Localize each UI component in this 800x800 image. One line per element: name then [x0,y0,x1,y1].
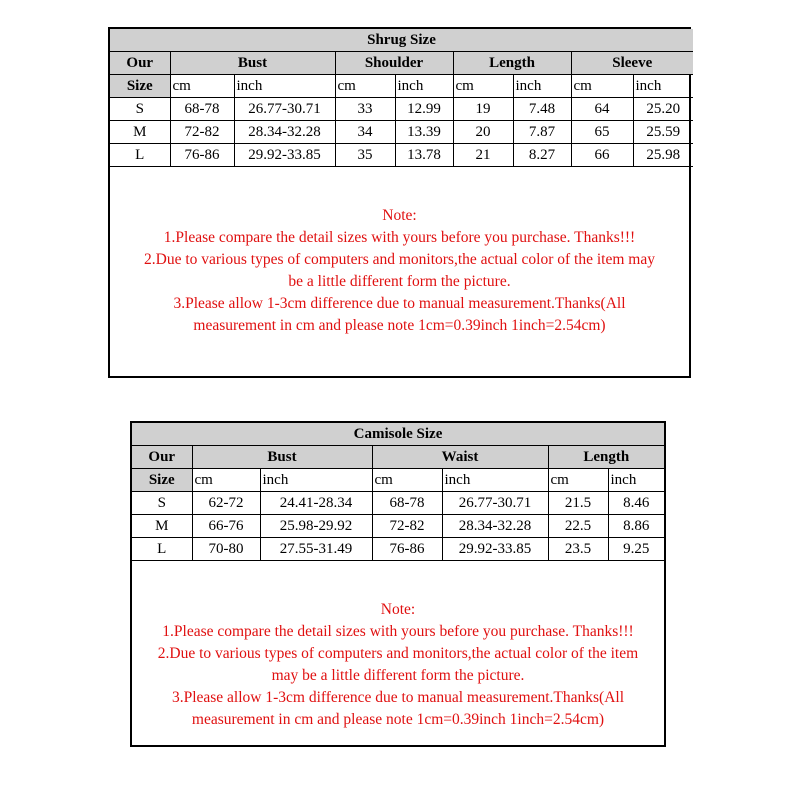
unit-inch: inch [633,75,693,98]
table-cell: 62-72 [192,492,260,515]
unit-cm: cm [192,469,260,492]
note-heading: Note: [382,207,417,224]
table-cell: 28.34-32.28 [442,515,548,538]
note-line: 3.Please allow 1-3cm difference due to manual measurement.Thanks(All [173,295,626,312]
note-line: measurement in cm and please note 1cm=0.39inch 1inch=2.54cm) [191,711,605,728]
table-cell: 65 [571,121,633,144]
table-cell: 24.41-28.34 [260,492,372,515]
table-cell: 25.98 [633,144,693,167]
note-line: may be a little different form the picture. [271,667,525,684]
table-cell: 9.25 [608,538,664,561]
waist-header: Waist [372,446,548,469]
table-cell: 8.46 [608,492,664,515]
table-cell: 66-76 [192,515,260,538]
our-size-label-top: Our [132,446,192,469]
size-cell: S [132,492,192,515]
table-cell: 26.77-30.71 [442,492,548,515]
note-line: 2.Due to various types of computers and monitors,the actual color of the item may [144,251,655,268]
table-row [110,144,693,167]
table-cell: 64 [571,98,633,121]
sleeve-header: Sleeve [571,52,693,75]
table-cell: 68-78 [170,98,234,121]
unit-inch: inch [395,75,453,98]
unit-cm: cm [453,75,513,98]
table-cell: 7.87 [513,121,571,144]
table-row [110,98,693,121]
table-cell: 23.5 [548,538,608,561]
table-cell: 28.34-32.28 [234,121,335,144]
table-cell: 8.86 [608,515,664,538]
size-cell: L [110,144,170,167]
note-line: 3.Please allow 1-3cm difference due to manual measurement.Thanks(All [171,689,625,706]
length-header: Length [548,446,664,469]
bust-header: Bust [192,446,372,469]
table-cell: 25.98-29.92 [260,515,372,538]
size-cell: M [132,515,192,538]
table-cell: 13.39 [395,121,453,144]
table-cell: 29.92-33.85 [442,538,548,561]
unit-inch: inch [608,469,664,492]
note-line: 1.Please compare the detail sizes with yours before you purchase. Thanks!!! [162,623,634,640]
our-size-label-bottom: Size [110,75,170,98]
table-cell: 25.20 [633,98,693,121]
unit-inch: inch [513,75,571,98]
table-cell: 21 [453,144,513,167]
bust-header: Bust [170,52,335,75]
table-cell: 20 [453,121,513,144]
table-cell: 72-82 [170,121,234,144]
table-cell: 7.48 [513,98,571,121]
size-cell: M [110,121,170,144]
table-row [132,538,664,561]
table-cell: 33 [335,98,395,121]
shrug-table-title: Shrug Size [110,29,693,52]
length-header: Length [453,52,571,75]
note-heading: Note: [380,601,416,618]
unit-inch: inch [234,75,335,98]
our-size-label-bottom: Size [132,469,192,492]
camisole-size-table [132,423,664,561]
unit-cm: cm [335,75,395,98]
shoulder-header: Shoulder [335,52,453,75]
table-row [110,121,693,144]
camisole-note [132,599,664,731]
note-line: be a little different form the picture. [288,273,511,290]
our-size-label-top: Our [110,52,170,75]
table-cell: 26.77-30.71 [234,98,335,121]
table-cell: 25.59 [633,121,693,144]
table-cell: 68-78 [372,492,442,515]
note-line: 1.Please compare the detail sizes with yours before you purchase. Thanks!!! [163,229,636,246]
shrug-note [110,205,689,337]
note-line: 2.Due to various types of computers and monitors,the actual color of the item [157,645,639,662]
unit-cm: cm [372,469,442,492]
camisole-table-title: Camisole Size [132,423,664,446]
table-cell: 70-80 [192,538,260,561]
table-cell: 12.99 [395,98,453,121]
table-row [132,515,664,538]
size-cell: S [110,98,170,121]
camisole-size-chart [130,421,666,747]
shrug-size-chart [108,27,691,378]
table-cell: 76-86 [170,144,234,167]
unit-cm: cm [571,75,633,98]
unit-inch: inch [442,469,548,492]
table-cell: 72-82 [372,515,442,538]
table-cell: 13.78 [395,144,453,167]
unit-cm: cm [170,75,234,98]
table-cell: 21.5 [548,492,608,515]
unit-inch: inch [260,469,372,492]
table-cell: 27.55-31.49 [260,538,372,561]
table-cell: 34 [335,121,395,144]
table-cell: 66 [571,144,633,167]
shrug-size-table [110,29,693,167]
table-cell: 19 [453,98,513,121]
note-line: measurement in cm and please note 1cm=0.39inch 1inch=2.54cm) [193,317,606,334]
size-cell: L [132,538,192,561]
table-cell: 29.92-33.85 [234,144,335,167]
table-cell: 76-86 [372,538,442,561]
table-cell: 8.27 [513,144,571,167]
table-row [132,492,664,515]
unit-cm: cm [548,469,608,492]
table-cell: 22.5 [548,515,608,538]
table-cell: 35 [335,144,395,167]
